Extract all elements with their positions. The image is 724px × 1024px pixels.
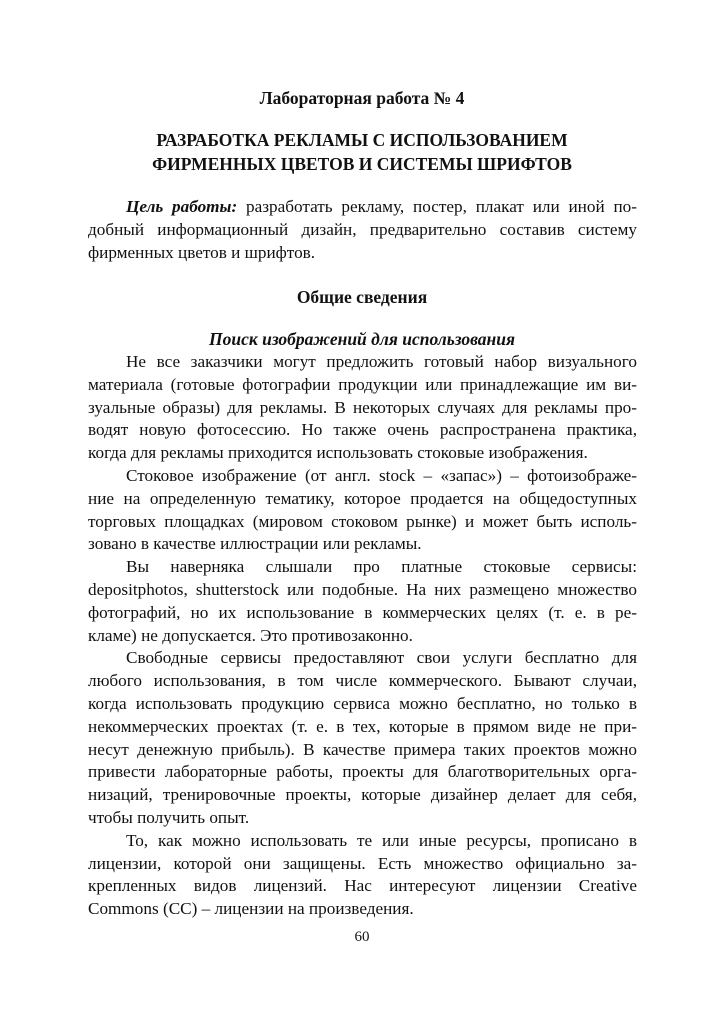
lab-heading-line: РАЗРАБОТКА РЕКЛАМЫ С ИСПОЛЬЗОВАНИЕМ: [156, 130, 568, 150]
main-text: [88, 351, 637, 921]
text-line: кламе) не допускается. Это противозаконно.: [88, 625, 413, 645]
goal-label: Цель работы:: [126, 197, 238, 216]
text-line: Commons (CC) – лицензии на произведения.: [88, 899, 414, 919]
text-line: фотографий, но их использование в коммерческих целях (т. е. в ре-: [88, 602, 637, 622]
text-line: лицензии, которой они защищены. Есть множество официально за-: [88, 853, 637, 873]
text-line: То, как можно использовать те или иные ресурсы, прописано в: [126, 830, 637, 850]
goal-line: фирменных цветов и шрифтов.: [88, 242, 316, 262]
text-line: Стоковое изображение (от англ. stock – «запас») – фотоизображе-: [126, 465, 637, 485]
page-number: 60: [354, 929, 370, 945]
text-line: водят новую фотосессию. Но также очень распространена практика,: [88, 420, 637, 440]
text-line: когда использовать продукцию сервиса можно бесплатно, но только в: [88, 693, 637, 713]
text-line: любого использования, в том числе коммерческого. Бывают случаи,: [88, 671, 637, 691]
lab-title: Лабораторная работа № 4: [259, 88, 465, 108]
text-line: привести лабораторные работы, проекты для благотворительных орга-: [88, 762, 637, 782]
goal-line: [88, 196, 637, 219]
lab-heading: [0, 128, 724, 176]
paragraph: [88, 830, 637, 921]
text-line: чтобы получить опыт.: [88, 807, 250, 827]
text-line: когда для рекламы приходится использовать стоковые изображения.: [88, 443, 588, 463]
paragraph: [88, 351, 637, 465]
goal-text: разработать рекламу, постер, плакат или иной по-: [237, 197, 637, 216]
text-line: depositphotos, shutterstock или подобные. На них размещено множество: [88, 579, 637, 599]
paragraph: [88, 647, 637, 829]
goal-paragraph: [88, 196, 637, 264]
text-line: крепленных видов лицензий. Нас интересуют лицензии Creative: [88, 876, 637, 896]
lab-heading-line: ФИРМЕННЫХ ЦВЕТОВ И СИСТЕМЫ ШРИФТОВ: [152, 154, 572, 174]
text-line: некоммерческих проектах (т. е. в тех, которые в прямом виде не при-: [88, 716, 637, 736]
text-line: торговых площадках (мировом стоковом рынке) и может быть исполь-: [88, 511, 637, 531]
goal-line: добный информационный дизайн, предварительно составив систему: [88, 219, 637, 239]
text-line: материала (готовые фотографии продукции или принадлежащие им ви-: [88, 374, 637, 394]
text-line: несут денежную прибыль). В качестве примера таких проектов можно: [88, 739, 637, 759]
text-line: низаций, тренировочные проекты, которые дизайнер делает для себя,: [88, 785, 637, 805]
text-line: зовано в качестве иллюстрации или рекламы.: [88, 534, 422, 554]
text-line: ние на определенную тематику, которое продается на общедоступных: [88, 488, 637, 508]
paragraph: [88, 465, 637, 556]
text-line: Не все заказчики могут предложить готовый набор визуального: [126, 352, 637, 371]
paragraph: [88, 556, 637, 647]
subsection-title: Поиск изображений для использования: [208, 329, 515, 349]
text-line: Вы наверняка слышали про платные стоковые сервисы:: [126, 557, 637, 577]
text-line: Свободные сервисы предоставляют свои услуги бесплатно для: [126, 648, 637, 668]
section-title: Общие сведения: [296, 287, 428, 307]
text-line: зуальные образы) для рекламы. В некоторых случаях для рекламы про-: [88, 397, 637, 417]
